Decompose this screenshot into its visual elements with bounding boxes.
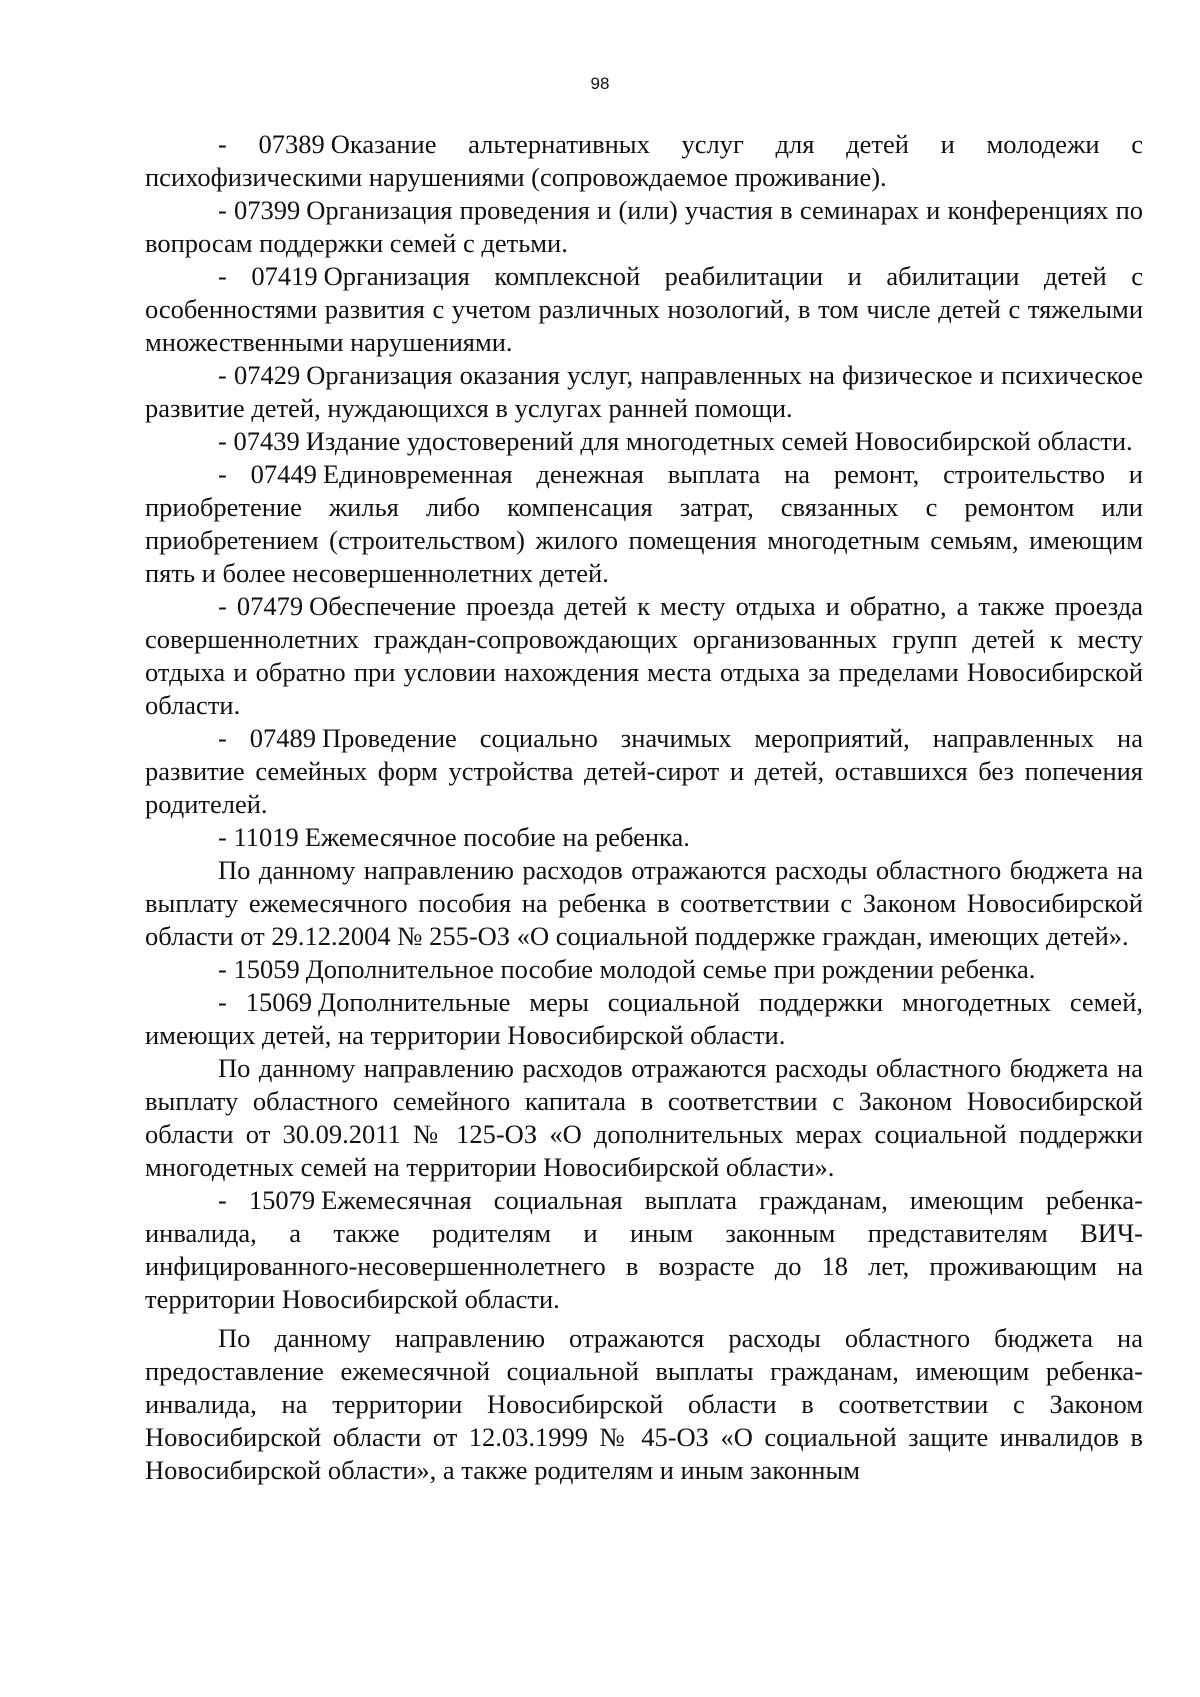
paragraph-07429 bbox=[145, 359, 1143, 425]
budget-code: - 07389 bbox=[218, 129, 325, 159]
paragraph-text: Организация комплексной реабилитации и абилитации детей с особенностями развития с учетом различных нозологий, в том числе детей с тяжелыми множественными нарушениями. bbox=[145, 261, 1143, 357]
paragraph-07419 bbox=[145, 260, 1143, 359]
paragraph-text: Ежемесячное пособие на ребенка. bbox=[304, 822, 690, 852]
paragraph-07399 bbox=[145, 194, 1143, 260]
budget-code: - 15069 bbox=[218, 987, 312, 1017]
budget-code: - 07439 bbox=[218, 426, 300, 456]
budget-code: - 11019 bbox=[218, 822, 299, 852]
budget-code: - 15079 bbox=[218, 1185, 316, 1215]
paragraph-text: По данному направлению расходов отражаются расходы областного бюджета на выплату областного семейного капитала в соответствии с Законом Новосибирской области от 30.09.2011 № 125-ОЗ «О дополнительных мерах социальной поддержки многодетных семей на территории Новосибирской области». bbox=[145, 1053, 1143, 1182]
paragraph-07389 bbox=[145, 128, 1143, 194]
paragraph-text: Единовременная денежная выплата на ремонт, строительство и приобретение жилья либо компенсация затрат, связанных с ремонтом или приобретением (строительством) жилого помещения многодетным семьям, имеющим пять и более несовершеннолетних детей. bbox=[145, 459, 1143, 588]
paragraph-15079 bbox=[145, 1184, 1143, 1316]
paragraph-15079-description bbox=[145, 1322, 1143, 1487]
paragraph-text: По данному направлению расходов отражаются расходы областного бюджета на выплату ежемесячного пособия на ребенка в соответствии с Законом Новосибирской области от 29.12.2004 № 255-ОЗ «О социальной поддержке граждан, имеющих детей». bbox=[145, 855, 1143, 951]
paragraph-text: Издание удостоверений для многодетных семей Новосибирской области. bbox=[305, 426, 1133, 456]
budget-code: - 07419 bbox=[218, 261, 318, 291]
paragraph-15069 bbox=[145, 986, 1143, 1052]
budget-code: - 15059 bbox=[218, 954, 300, 984]
budget-code: - 07399 bbox=[218, 195, 301, 225]
paragraph-15059 bbox=[145, 953, 1143, 986]
paragraph-07439 bbox=[145, 425, 1143, 458]
budget-code: - 07429 bbox=[218, 360, 301, 390]
paragraph-text: Обеспечение проезда детей к месту отдыха и обратно, а также проезда совершеннолетних граждан-сопровождающих организованных групп детей к месту отдыха и обратно при условии нахождения места отдыха за пределами Новосибирской области. bbox=[145, 591, 1144, 720]
paragraph-07479 bbox=[145, 590, 1143, 722]
page-number: 98 bbox=[590, 74, 610, 93]
budget-code: - 07479 bbox=[218, 591, 304, 621]
paragraph-text: Дополнительное пособие молодой семье при рождении ребенка. bbox=[305, 954, 1036, 984]
paragraph-11019-description bbox=[145, 854, 1143, 953]
paragraph-text: Организация проведения и (или) участия в семинарах и конференциях по вопросам поддержки семей с детьми. bbox=[145, 195, 1143, 258]
paragraph-text: Оказание альтернативных услуг для детей и молодежи с психофизическими нарушениями (сопровождаемое проживание). bbox=[145, 129, 1144, 192]
paragraph-text: По данному направлению отражаются расходы областного бюджета на предоставление ежемесячной социальной выплаты гражданам, имеющим ребенка-инвалида, на территории Новосибирской области в соответствии с Законом Новосибирской области от 12.03.1999 № 45-ОЗ «О социальной защите инвалидов в Новосибирской области», а также родителям и иным законным bbox=[145, 1323, 1143, 1485]
paragraph-07489 bbox=[145, 722, 1143, 821]
budget-code: - 07449 bbox=[218, 459, 317, 489]
paragraph-15069-description bbox=[145, 1052, 1143, 1184]
paragraph-07449 bbox=[145, 458, 1143, 590]
paragraph-text: Дополнительные меры социальной поддержки многодетных семей, имеющих детей, на территории Новосибирской области. bbox=[145, 987, 1144, 1050]
document-body bbox=[145, 128, 1143, 1487]
paragraph-text: Ежемесячная социальная выплата гражданам, имеющим ребенка-инвалида, а также родителям и иным законным представителям ВИЧ-инфицированного-несовершеннолетнего в возрасте до 18 лет, проживающим на территории Новосибирской области. bbox=[145, 1185, 1143, 1314]
paragraph-11019 bbox=[145, 821, 1143, 854]
paragraph-text: Организация оказания услуг, направленных на физическое и психическое развитие детей, нуждающихся в услугах ранней помощи. bbox=[145, 360, 1144, 423]
paragraph-text: Проведение социально значимых мероприятий, направленных на развитие семейных форм устройства детей-сирот и детей, оставшихся без попечения родителей. bbox=[145, 723, 1143, 819]
budget-code: - 07489 bbox=[218, 723, 317, 753]
